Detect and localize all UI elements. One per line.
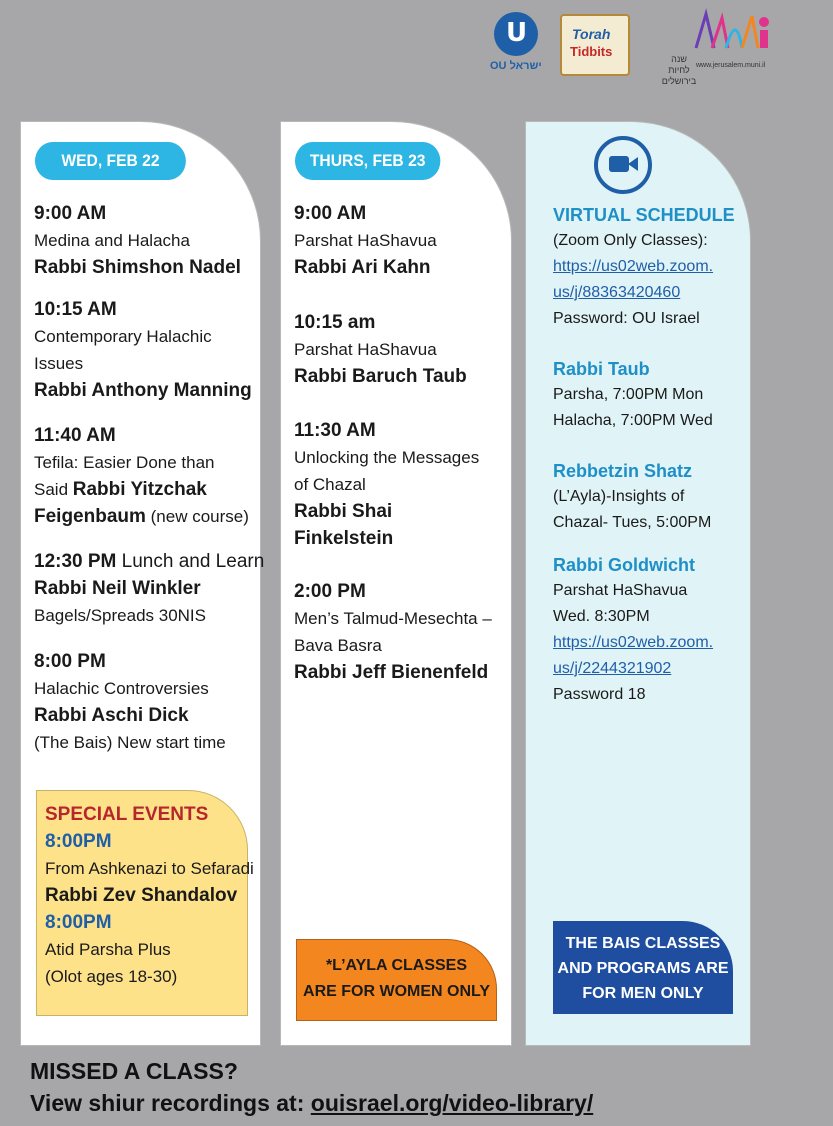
men-only-note: THE BAIS CLASSES AND PROGRAMS ARE FOR MEN ONLY — [553, 921, 733, 1014]
thu-class-3: 11:30 AM Unlocking the Messages of Chazal Rabbi Shai Finkelstein — [294, 420, 480, 549]
torah-tidbits-logo: Torah Tidbits — [560, 14, 630, 76]
missed-class-heading: MISSED A CLASS? — [30, 1058, 238, 1084]
virtual-schedule-column — [525, 121, 751, 1046]
video-library-link[interactable]: ouisrael.org/video-library/ — [310, 1090, 594, 1116]
wed-class-4: 12:30 PM Lunch and Learn Rabbi Neil Winkler Bagels/Spreads 30NIS — [34, 551, 265, 625]
wed-class-2: 10:15 AM Contemporary Halachic Issues Rabbi Anthony Manning — [34, 299, 252, 401]
rebbetzin-shatz-section: Rebbetzin Shatz (L’Ayla)-Insights of Chazal- Tues, 5:00PM — [553, 461, 712, 531]
zoom-camera-icon — [594, 136, 652, 194]
thu-class-4: 2:00 PM Men’s Talmud-Mesechta – Bava Basra Rabbi Jeff Bienenfeld — [294, 581, 492, 683]
jerusalem-municipality-logo: שנה לחיות בירושלים www.jerusalem.muni.il — [660, 8, 780, 76]
wed-class-1: 9:00 AM Medina and Halacha Rabbi Shimshon Nadel — [34, 203, 241, 278]
ou-logo-text: OU ישראל — [490, 60, 542, 72]
thursday-column — [280, 121, 512, 1046]
jerusalem-art-icon — [692, 8, 772, 56]
missed-class-footer: MISSED A CLASS? View shiur recordings at: ouisrael.org/video-library/ — [30, 1055, 593, 1119]
zoom-link-1[interactable]: https://us02web.zoom. — [553, 258, 714, 275]
thursday-date-pill: THURS, FEB 23 — [295, 142, 440, 180]
virtual-intro: VIRTUAL SCHEDULE (Zoom Only Classes): https://us02web.zoom. us/j/88363420460 Password: OU Israel — [553, 202, 735, 332]
rabbi-goldwicht-section: Rabbi Goldwicht Parshat HaShavua Wed. 8:30PM https://us02web.zoom. us/j/2244321902 Password 18 — [553, 555, 714, 703]
ou-israel-logo: U OU ישראל — [490, 12, 546, 76]
zoom-link-1-cont[interactable]: us/j/88363420460 — [553, 284, 681, 301]
wed-class-5: 8:00 PM Halachic Controversies Rabbi Aschi Dick (The Bais) New start time — [34, 651, 226, 752]
zoom-link-2-cont[interactable]: us/j/2244321902 — [553, 660, 672, 677]
rabbi-taub-section: Rabbi Taub Parsha, 7:00PM Mon Halacha, 7:00PM Wed — [553, 359, 713, 429]
special-events-title: SPECIAL EVENTS — [45, 804, 209, 825]
logo-bar — [490, 8, 780, 86]
special-events-box: SPECIAL EVENTS 8:00PM From Ashkenazi to Sefaradi Rabbi Zev Shandalov 8:00PM Atid Parsha Plus (Olot ages 18-30) — [36, 790, 248, 1016]
zoom-link-2[interactable]: https://us02web.zoom. — [553, 634, 714, 651]
wednesday-date-pill: WED, FEB 22 — [35, 142, 186, 180]
layla-women-only-note: *L’AYLA CLASSES ARE FOR WOMEN ONLY — [296, 939, 497, 1021]
virtual-schedule-title: VIRTUAL SCHEDULE — [553, 205, 735, 225]
thu-class-2: 10:15 am Parshat HaShavua Rabbi Baruch Taub — [294, 312, 467, 387]
thu-class-1: 9:00 AM Parshat HaShavua Rabbi Ari Kahn — [294, 203, 437, 278]
wednesday-column — [20, 121, 265, 1046]
wed-class-3: 11:40 AM Tefila: Easier Done than Said Rabbi Yitzchak Feigenbaum (new course) — [34, 425, 249, 527]
